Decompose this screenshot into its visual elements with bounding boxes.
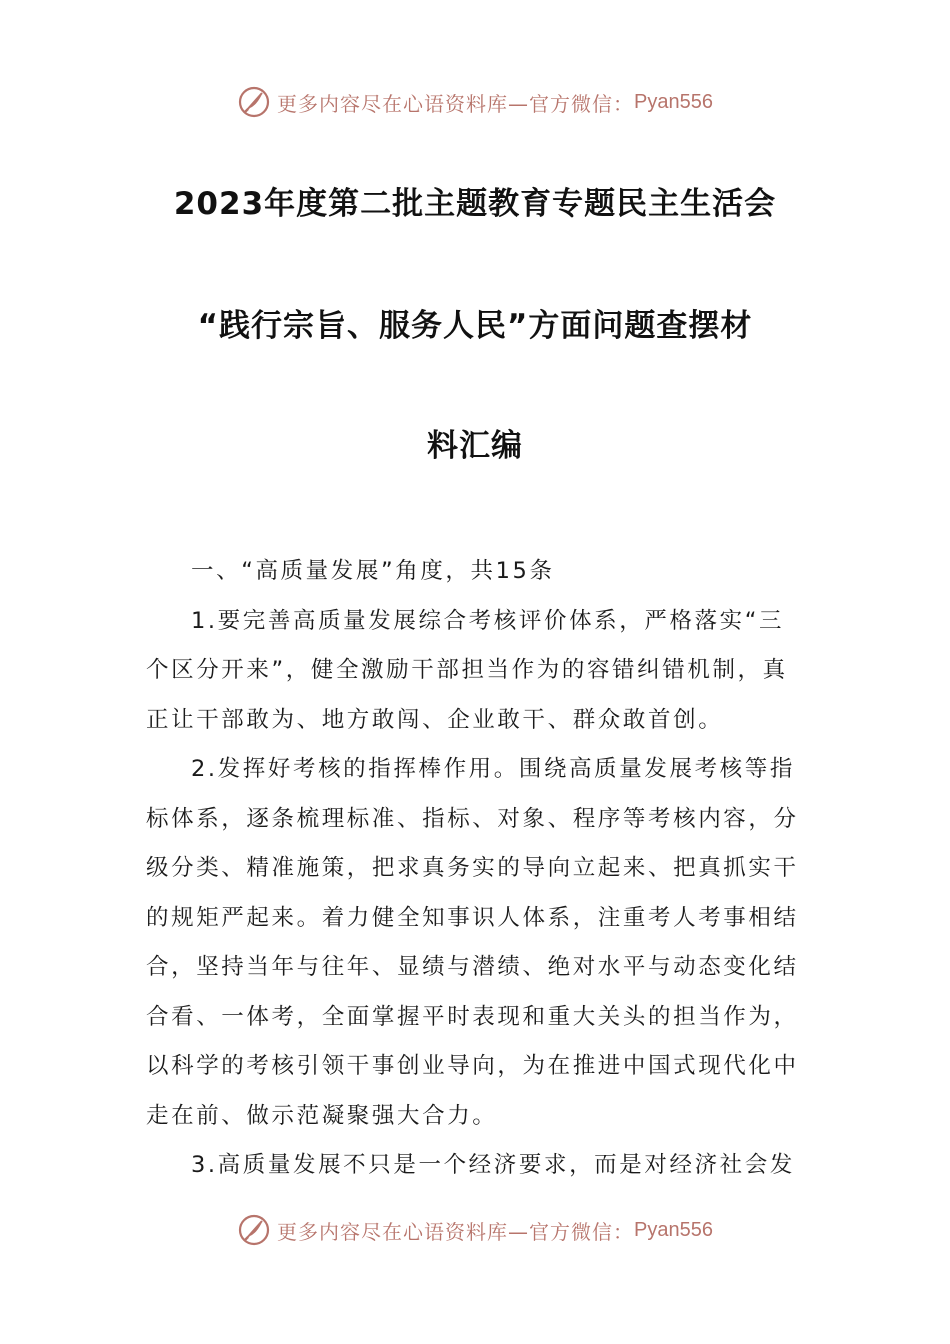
document-title-line-2: “践行宗旨、服务人民”方面问题查摆材 [197, 308, 753, 344]
paragraph-3: 3.高质量发展不只是一个经济要求，而是对经济社会发 [191, 1152, 795, 1178]
watermark-handle: Pyan556 [634, 1218, 713, 1241]
document-body [146, 547, 806, 1191]
document-title-line-3: 料汇编 [427, 428, 523, 464]
paragraph-2: 2.发挥好考核的指挥棒作用。围绕高质量发展考核等指标体系，逐条梳理标准、指标、对象、程序等考核内容，分级分类、精准施策，把求真务实的导向立起来、把真抓实干的规矩严起来。着力健全知事识人体系，注重考人考事相结合，坚持当年与往年、显绩与潜绩、绝对水平与动态变化结合看、一体考，全面掌握平时表现和重大关头的担当作为，以科学的考核引领干事创业导向，为在推进中国式现代化中走在前、做示范凝聚强大合力。 [146, 756, 799, 1129]
section-heading: 一、“高质量发展”角度，共15条 [191, 558, 555, 584]
watermark-text: 更多内容尽在心语资料库—官方微信： [277, 1219, 635, 1244]
quill-circle-logo-icon [237, 85, 271, 119]
quill-circle-logo-icon [237, 1213, 271, 1247]
watermark-header [0, 82, 950, 122]
watermark-handle: Pyan556 [634, 90, 713, 113]
watermark-footer [0, 1210, 950, 1250]
watermark-text: 更多内容尽在心语资料库—官方微信： [277, 91, 635, 116]
paragraph-1: 1.要完善高质量发展综合考核评价体系，严格落实“三个区分开来”，健全激励干部担当作为的容错纠错机制，真正让干部敢为、地方敢闯、企业敢干、群众敢首创。 [146, 607, 788, 733]
document-title-line-1: 2023年度第二批主题教育专题民主生活会 [173, 186, 777, 222]
